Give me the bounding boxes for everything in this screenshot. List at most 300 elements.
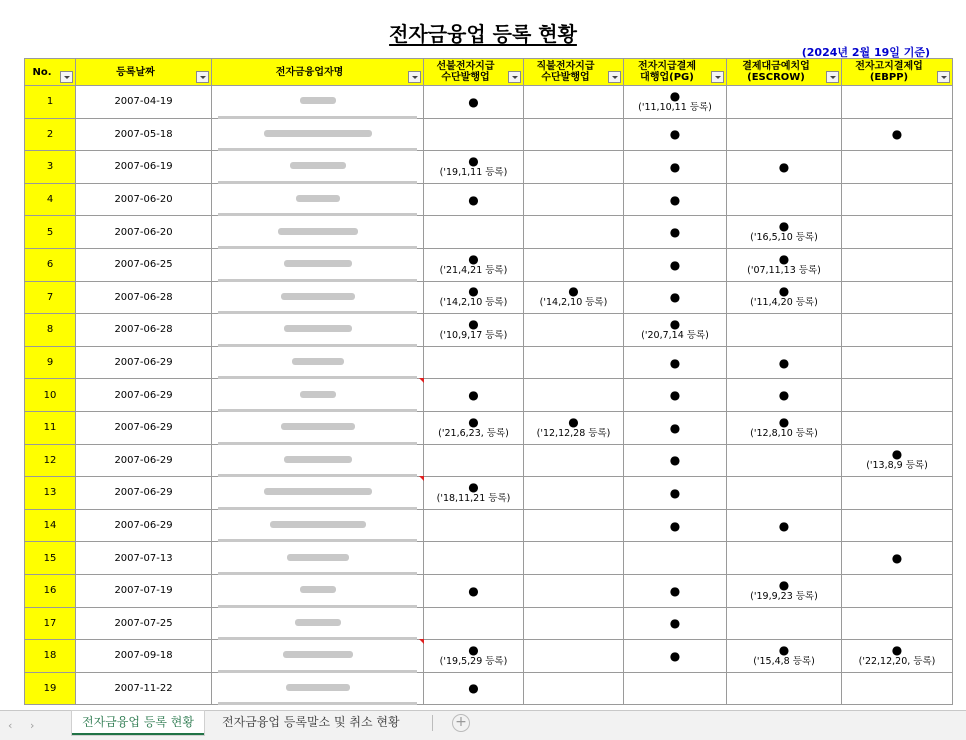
filter-dropdown-icon[interactable] xyxy=(608,71,621,83)
category-cell[interactable] xyxy=(842,542,953,575)
category-mark xyxy=(424,682,523,694)
category-cell[interactable] xyxy=(524,574,624,607)
category-mark xyxy=(424,155,523,179)
company-name-cell[interactable] xyxy=(212,346,424,379)
column-header xyxy=(25,59,76,86)
category-cell[interactable] xyxy=(727,183,842,216)
filter-dropdown-icon[interactable] xyxy=(196,71,209,83)
registered-dot-icon: ● xyxy=(669,518,681,533)
category-mark xyxy=(842,128,952,140)
category-mark xyxy=(424,585,523,597)
category-cell[interactable] xyxy=(727,281,842,314)
category-mark xyxy=(727,389,841,401)
company-name-cell[interactable] xyxy=(212,281,424,314)
company-name-cell[interactable] xyxy=(212,672,424,705)
column-header xyxy=(212,59,424,86)
category-mark xyxy=(524,285,623,309)
category-cell[interactable] xyxy=(842,183,953,216)
basis-date: (2024년 2월 19일 기준) xyxy=(801,46,930,59)
category-mark xyxy=(727,161,841,173)
company-name-cell[interactable] xyxy=(212,640,424,673)
column-header-label: No. xyxy=(32,66,52,78)
redacted-name xyxy=(270,521,366,528)
category-cell[interactable] xyxy=(424,216,524,249)
category-mark xyxy=(727,285,841,309)
row-number[interactable]: 17 xyxy=(25,607,76,640)
registration-date-cell[interactable]: 2007-07-19 xyxy=(76,574,212,607)
column-header-label: 전자고지결제업 xyxy=(855,61,923,72)
category-cell[interactable] xyxy=(842,314,953,347)
category-cell[interactable] xyxy=(624,477,727,510)
column-header-label: 전자금융업자명 xyxy=(275,66,344,78)
category-cell[interactable] xyxy=(424,314,524,347)
registration-note: ('19,5,29 등록) xyxy=(439,655,508,667)
category-cell[interactable] xyxy=(624,281,727,314)
registration-date-cell[interactable]: 2007-05-18 xyxy=(76,118,212,151)
registered-dot-icon: ● xyxy=(778,159,790,174)
registration-date-cell[interactable]: 2007-11-22 xyxy=(76,672,212,705)
column-header-label: 직불전자지급 xyxy=(536,61,595,72)
category-cell[interactable] xyxy=(424,640,524,673)
registration-note: ('11,4,20 등록) xyxy=(750,297,818,309)
registered-dot-icon: ● xyxy=(468,388,479,403)
category-mark xyxy=(624,90,726,114)
category-cell[interactable] xyxy=(624,346,727,379)
category-cell[interactable] xyxy=(424,379,524,412)
category-mark xyxy=(424,194,523,206)
category-cell[interactable] xyxy=(842,281,953,314)
row-number[interactable]: 12 xyxy=(25,444,76,477)
category-mark xyxy=(624,585,726,597)
category-cell[interactable] xyxy=(842,444,953,477)
registered-dot-icon: ● xyxy=(468,642,479,657)
column-header-label: 전자지급결제 xyxy=(638,61,696,72)
registered-dot-icon: ● xyxy=(778,284,790,299)
column-header-label: 대행업(PG) xyxy=(640,72,694,83)
comment-indicator-icon[interactable] xyxy=(419,639,424,644)
registered-dot-icon: ● xyxy=(468,681,479,696)
category-mark xyxy=(624,617,726,629)
category-cell[interactable] xyxy=(624,314,727,347)
registered-dot-icon: ● xyxy=(778,642,790,657)
category-cell[interactable] xyxy=(624,411,727,444)
row-number[interactable]: 3 xyxy=(25,151,76,184)
category-mark xyxy=(624,259,726,271)
category-cell[interactable] xyxy=(727,607,842,640)
registered-dot-icon: ● xyxy=(669,192,681,207)
registration-note: ('20,7,14 등록) xyxy=(641,329,709,341)
category-mark xyxy=(624,650,726,662)
table-row xyxy=(25,640,953,673)
category-cell[interactable] xyxy=(727,411,842,444)
category-cell[interactable] xyxy=(727,509,842,542)
category-cell[interactable] xyxy=(842,640,953,673)
sheet-tab-bar xyxy=(0,710,966,740)
registered-dot-icon: ● xyxy=(669,127,681,142)
category-cell[interactable] xyxy=(624,542,727,575)
category-mark xyxy=(727,579,841,603)
registered-dot-icon: ● xyxy=(468,284,479,299)
category-cell[interactable] xyxy=(524,86,624,119)
category-cell[interactable] xyxy=(524,216,624,249)
category-cell[interactable] xyxy=(727,640,842,673)
category-cell[interactable] xyxy=(424,281,524,314)
category-cell[interactable] xyxy=(842,86,953,119)
page-title: 전자금융업 등록 현황 xyxy=(389,22,577,46)
company-name-cell[interactable] xyxy=(212,379,424,412)
redacted-name xyxy=(300,586,336,593)
table-row xyxy=(25,509,953,542)
redacted-name xyxy=(286,684,350,691)
row-number[interactable]: 14 xyxy=(25,509,76,542)
column-header-label: (EBPP) xyxy=(869,72,909,83)
registration-note: ('11,10,11 등록) xyxy=(638,101,712,113)
column-header xyxy=(727,59,842,86)
registration-note: ('13,8,9 등록) xyxy=(866,460,928,472)
row-number[interactable]: 8 xyxy=(25,314,76,347)
category-cell[interactable] xyxy=(424,672,524,705)
category-cell[interactable] xyxy=(624,216,727,249)
registration-date-cell[interactable]: 2007-06-29 xyxy=(76,444,212,477)
category-cell[interactable] xyxy=(727,314,842,347)
category-cell[interactable] xyxy=(524,183,624,216)
category-mark xyxy=(727,357,841,369)
category-cell[interactable] xyxy=(624,607,727,640)
category-mark xyxy=(727,416,841,440)
category-cell[interactable] xyxy=(424,477,524,510)
company-name-cell[interactable] xyxy=(212,477,424,510)
column-header-label: 결제대금예치업 xyxy=(742,61,810,72)
redacted-name xyxy=(264,488,372,495)
company-name-cell[interactable] xyxy=(212,509,424,542)
category-cell[interactable] xyxy=(424,118,524,151)
registered-dot-icon: ● xyxy=(669,583,681,598)
redacted-name xyxy=(284,260,352,267)
category-mark xyxy=(624,161,726,173)
registered-dot-icon: ● xyxy=(669,485,681,500)
category-cell[interactable] xyxy=(424,509,524,542)
category-cell[interactable] xyxy=(727,248,842,281)
category-cell[interactable] xyxy=(624,151,727,184)
category-cell[interactable] xyxy=(727,86,842,119)
category-cell[interactable] xyxy=(424,444,524,477)
column-header-label: 수단발행업 xyxy=(441,72,490,83)
table-row xyxy=(25,411,953,444)
category-cell[interactable] xyxy=(424,607,524,640)
redacted-name xyxy=(300,391,336,398)
category-cell[interactable] xyxy=(842,346,953,379)
category-cell[interactable] xyxy=(624,574,727,607)
column-header xyxy=(524,59,624,86)
category-cell[interactable] xyxy=(424,151,524,184)
category-cell[interactable] xyxy=(524,672,624,705)
table-row xyxy=(25,248,953,281)
redaction-underline xyxy=(218,702,417,705)
filter-dropdown-icon[interactable] xyxy=(937,71,950,83)
category-cell[interactable] xyxy=(842,672,953,705)
category-cell[interactable] xyxy=(727,542,842,575)
category-mark xyxy=(424,253,523,277)
column-header-label: 등록날짜 xyxy=(116,66,155,78)
category-mark xyxy=(842,644,952,668)
redacted-name xyxy=(281,293,355,300)
table-row xyxy=(25,607,953,640)
registration-date-cell[interactable]: 2007-06-29 xyxy=(76,379,212,412)
registered-dot-icon: ● xyxy=(468,479,479,494)
category-cell[interactable] xyxy=(524,314,624,347)
category-mark xyxy=(842,552,952,564)
category-cell[interactable] xyxy=(842,574,953,607)
category-cell[interactable] xyxy=(624,183,727,216)
category-cell[interactable] xyxy=(424,346,524,379)
category-cell[interactable] xyxy=(524,118,624,151)
table-row xyxy=(25,346,953,379)
table-row xyxy=(25,672,953,705)
redacted-name xyxy=(278,228,358,235)
category-mark xyxy=(624,422,726,434)
row-number[interactable]: 2 xyxy=(25,118,76,151)
registered-dot-icon: ● xyxy=(468,583,479,598)
registration-date-cell[interactable]: 2007-07-25 xyxy=(76,607,212,640)
category-cell[interactable] xyxy=(842,118,953,151)
category-cell[interactable] xyxy=(842,151,953,184)
filter-dropdown-icon[interactable] xyxy=(508,71,521,83)
category-mark xyxy=(424,389,523,401)
category-cell[interactable] xyxy=(624,248,727,281)
category-mark xyxy=(624,454,726,466)
registration-date-cell[interactable]: 2007-06-29 xyxy=(76,411,212,444)
category-mark xyxy=(624,487,726,499)
category-cell[interactable] xyxy=(424,542,524,575)
registration-date-cell[interactable]: 2007-09-18 xyxy=(76,640,212,673)
category-cell[interactable] xyxy=(842,607,953,640)
category-cell[interactable] xyxy=(424,86,524,119)
category-cell[interactable] xyxy=(424,574,524,607)
company-name-cell[interactable] xyxy=(212,411,424,444)
redacted-name xyxy=(300,97,336,104)
filter-dropdown-icon[interactable] xyxy=(408,71,421,83)
category-cell[interactable] xyxy=(624,379,727,412)
column-header xyxy=(424,59,524,86)
registration-note: ('19,1,11 등록) xyxy=(439,166,508,178)
category-cell[interactable] xyxy=(727,118,842,151)
category-mark xyxy=(727,520,841,532)
category-cell[interactable] xyxy=(424,248,524,281)
registration-note: ('19,9,23 등록) xyxy=(750,590,818,602)
redacted-name xyxy=(287,554,349,561)
company-name-cell[interactable] xyxy=(212,542,424,575)
registered-dot-icon: ● xyxy=(669,355,681,370)
table-row xyxy=(25,542,953,575)
category-cell[interactable] xyxy=(842,379,953,412)
category-cell[interactable] xyxy=(842,216,953,249)
next-sheet-button[interactable]: › xyxy=(30,719,35,732)
registration-date-cell[interactable]: 2007-06-29 xyxy=(76,509,212,542)
registration-date-cell[interactable]: 2007-07-13 xyxy=(76,542,212,575)
company-name-cell[interactable] xyxy=(212,118,424,151)
registration-note: ('12,12,28 등록) xyxy=(536,427,611,439)
row-number[interactable]: 18 xyxy=(25,640,76,673)
category-cell[interactable] xyxy=(727,444,842,477)
registration-note: ('10,9,17 등록) xyxy=(439,329,508,341)
category-cell[interactable] xyxy=(524,509,624,542)
row-number[interactable]: 10 xyxy=(25,379,76,412)
category-mark xyxy=(624,226,726,238)
category-cell[interactable] xyxy=(524,542,624,575)
registered-dot-icon: ● xyxy=(468,192,479,207)
category-cell[interactable] xyxy=(624,509,727,542)
registration-date-cell[interactable]: 2007-06-20 xyxy=(76,216,212,249)
registered-dot-icon: ● xyxy=(669,316,681,331)
prev-sheet-button[interactable]: ‹ xyxy=(8,719,13,732)
company-name-cell[interactable] xyxy=(212,86,424,119)
category-cell[interactable] xyxy=(842,477,953,510)
registration-date-cell[interactable]: 2007-06-19 xyxy=(76,151,212,184)
category-cell[interactable] xyxy=(524,640,624,673)
row-number[interactable]: 4 xyxy=(25,183,76,216)
row-number[interactable]: 9 xyxy=(25,346,76,379)
category-cell[interactable] xyxy=(624,672,727,705)
table-row xyxy=(25,314,953,347)
registration-note: ('14,2,10 등록) xyxy=(439,297,508,309)
table-row xyxy=(25,379,953,412)
company-name-cell[interactable] xyxy=(212,216,424,249)
row-number[interactable]: 1 xyxy=(25,86,76,119)
category-cell[interactable] xyxy=(727,477,842,510)
table-body xyxy=(25,86,953,705)
registered-dot-icon: ● xyxy=(669,88,681,103)
category-cell[interactable] xyxy=(524,281,624,314)
tab-registration-status[interactable]: 전자금융업 등록 현황 xyxy=(72,711,204,735)
category-cell[interactable] xyxy=(842,248,953,281)
row-number[interactable]: 16 xyxy=(25,574,76,607)
company-name-cell[interactable] xyxy=(212,574,424,607)
company-name-cell[interactable] xyxy=(212,314,424,347)
table-row xyxy=(25,86,953,119)
redacted-name xyxy=(295,619,341,626)
registered-dot-icon: ● xyxy=(891,127,903,142)
registration-date-cell[interactable]: 2007-06-29 xyxy=(76,477,212,510)
registration-date-cell[interactable]: 2007-06-28 xyxy=(76,281,212,314)
row-number[interactable]: 11 xyxy=(25,411,76,444)
registered-dot-icon: ● xyxy=(568,414,579,429)
category-cell[interactable] xyxy=(842,509,953,542)
category-mark xyxy=(424,96,523,108)
registered-dot-icon: ● xyxy=(778,577,790,592)
category-cell[interactable] xyxy=(727,151,842,184)
category-cell[interactable] xyxy=(727,216,842,249)
company-name-cell[interactable] xyxy=(212,607,424,640)
category-cell[interactable] xyxy=(624,640,727,673)
category-mark xyxy=(624,520,726,532)
category-cell[interactable] xyxy=(727,672,842,705)
category-cell[interactable] xyxy=(727,346,842,379)
table-row xyxy=(25,151,953,184)
registered-dot-icon: ● xyxy=(778,414,790,429)
table-row xyxy=(25,216,953,249)
row-number[interactable]: 7 xyxy=(25,281,76,314)
category-mark xyxy=(842,448,952,472)
category-cell[interactable] xyxy=(524,411,624,444)
registration-date-cell[interactable]: 2007-06-29 xyxy=(76,346,212,379)
company-name-cell[interactable] xyxy=(212,248,424,281)
add-sheet-button[interactable]: + xyxy=(452,714,470,732)
category-cell[interactable] xyxy=(524,151,624,184)
registration-note: ('16,5,10 등록) xyxy=(750,232,818,244)
registered-dot-icon: ● xyxy=(891,642,903,657)
tab-cancellation-status[interactable]: 전자금융업 등록말소 및 취소 현황 xyxy=(222,715,400,729)
registered-dot-icon: ● xyxy=(669,257,681,272)
registration-date-cell[interactable]: 2007-04-19 xyxy=(76,86,212,119)
registered-dot-icon: ● xyxy=(669,420,681,435)
registered-dot-icon: ● xyxy=(468,316,479,331)
category-mark xyxy=(424,644,523,668)
registration-date-cell[interactable]: 2007-06-28 xyxy=(76,314,212,347)
table-row xyxy=(25,477,953,510)
category-cell[interactable] xyxy=(424,411,524,444)
filter-dropdown-icon[interactable] xyxy=(60,71,73,83)
redacted-name xyxy=(290,162,346,169)
registration-note: ('12,8,10 등록) xyxy=(750,427,818,439)
table-row xyxy=(25,574,953,607)
category-cell[interactable] xyxy=(524,477,624,510)
category-cell[interactable] xyxy=(727,574,842,607)
registered-dot-icon: ● xyxy=(778,388,790,403)
tab-separator xyxy=(432,715,433,731)
category-mark xyxy=(624,318,726,342)
category-cell[interactable] xyxy=(524,346,624,379)
row-number[interactable]: 6 xyxy=(25,248,76,281)
company-name-cell[interactable] xyxy=(212,444,424,477)
category-cell[interactable] xyxy=(624,444,727,477)
category-mark xyxy=(424,481,523,505)
redacted-name xyxy=(264,130,372,137)
comment-indicator-icon[interactable] xyxy=(419,378,424,383)
column-header xyxy=(624,59,727,86)
registered-dot-icon: ● xyxy=(468,414,479,429)
category-cell[interactable] xyxy=(424,183,524,216)
redacted-name xyxy=(284,456,352,463)
category-cell[interactable] xyxy=(524,248,624,281)
company-name-cell[interactable] xyxy=(212,183,424,216)
redacted-name xyxy=(292,358,344,365)
category-cell[interactable] xyxy=(524,444,624,477)
table-row xyxy=(25,444,953,477)
category-cell[interactable] xyxy=(624,86,727,119)
registration-date-cell[interactable]: 2007-06-20 xyxy=(76,183,212,216)
category-cell[interactable] xyxy=(624,118,727,151)
category-cell[interactable] xyxy=(524,607,624,640)
category-cell[interactable] xyxy=(727,379,842,412)
registration-date-cell[interactable]: 2007-06-25 xyxy=(76,248,212,281)
company-name-cell[interactable] xyxy=(212,151,424,184)
column-header-label: (ESCROW) xyxy=(747,72,805,83)
row-number[interactable]: 19 xyxy=(25,672,76,705)
filter-dropdown-icon[interactable] xyxy=(711,71,724,83)
row-number[interactable]: 5 xyxy=(25,216,76,249)
category-cell[interactable] xyxy=(842,411,953,444)
registration-table xyxy=(24,58,953,705)
registered-dot-icon: ● xyxy=(891,551,903,566)
registered-dot-icon: ● xyxy=(891,447,903,462)
category-cell[interactable] xyxy=(524,379,624,412)
category-mark xyxy=(424,416,523,440)
registered-dot-icon: ● xyxy=(669,648,681,663)
comment-indicator-icon[interactable] xyxy=(419,476,424,481)
row-number[interactable]: 15 xyxy=(25,542,76,575)
filter-dropdown-icon[interactable] xyxy=(826,71,839,83)
row-number[interactable]: 13 xyxy=(25,477,76,510)
